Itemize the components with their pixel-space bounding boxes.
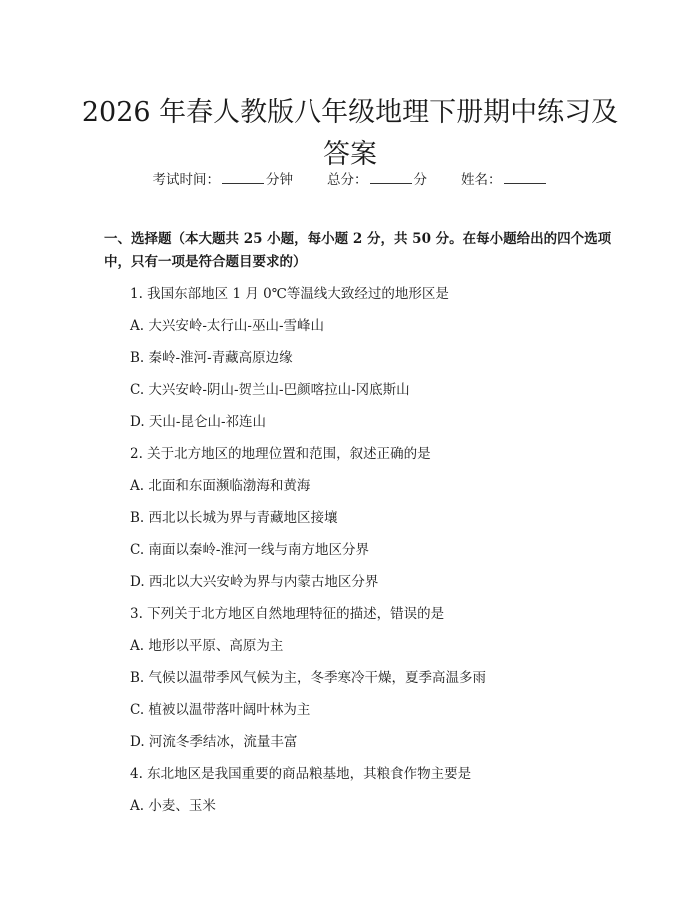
question-3-option-d: D. 河流冬季结冰，流量丰富 — [130, 734, 298, 750]
question-3-option-c: C. 植被以温带落叶阔叶林为主 — [130, 702, 311, 718]
question-1-option-a: A. 大兴安岭-太行山-巫山-雪峰山 — [130, 318, 325, 334]
total-score-unit: 分 — [413, 172, 427, 188]
question-2-stem: 2. 关于北方地区的地理位置和范围，叙述正确的是 — [130, 446, 431, 462]
exam-time-field — [153, 168, 294, 188]
exam-time-unit: 分钟 — [266, 172, 293, 188]
question-2-option-c: C. 南面以秦岭-淮河一线与南方地区分界 — [130, 542, 369, 558]
question-3-stem: 3. 下列关于北方地区自然地理特征的描述，错误的是 — [130, 606, 445, 622]
question-4-option-a: A. 小麦、玉米 — [130, 798, 216, 814]
question-2-option-a: A. 北面和东面濒临渤海和黄海 — [130, 478, 311, 494]
student-name-label: 姓名： — [461, 172, 502, 188]
total-score-field — [327, 168, 427, 188]
question-2-option-b: B. 西北以长城为界与青藏地区接壤 — [130, 510, 338, 526]
section-heading: 一、选择题（本大题共 25 小题，每小题 2 分，共 50 分。在每小题给出的四个选项中，只有一项是符合题目要求的） — [104, 231, 612, 270]
exam-time-blank[interactable] — [222, 169, 264, 184]
student-name-blank[interactable] — [504, 169, 546, 184]
exam-info-bar — [0, 168, 700, 188]
total-score-label: 总分： — [327, 172, 368, 188]
question-1-option-c: C. 大兴安岭-阴山-贺兰山-巴颜喀拉山-冈底斯山 — [130, 382, 410, 398]
exam-time-label: 考试时间： — [152, 172, 220, 188]
question-1-stem: 1. 我国东部地区 1 月 0℃等温线大致经过的地形区是 — [130, 286, 449, 302]
question-1-option-b: B. 秦岭-淮河-青藏高原边缘 — [130, 350, 293, 366]
student-name-field — [461, 168, 548, 188]
question-3-option-b: B. 气候以温带季风气候为主，冬季寒冷干燥，夏季高温多雨 — [130, 670, 487, 686]
total-score-blank[interactable] — [370, 169, 412, 184]
question-4-stem: 4. 东北地区是我国重要的商品粮基地，其粮食作物主要是 — [130, 766, 472, 782]
page-title: 2026 年春人教版八年级地理下册期中练习及答案 — [81, 97, 619, 171]
question-2-option-d: D. 西北以大兴安岭为界与内蒙古地区分界 — [130, 574, 379, 590]
question-1-option-d: D. 天山-昆仑山-祁连山 — [130, 414, 267, 430]
question-3-option-a: A. 地形以平原、高原为主 — [130, 638, 284, 654]
